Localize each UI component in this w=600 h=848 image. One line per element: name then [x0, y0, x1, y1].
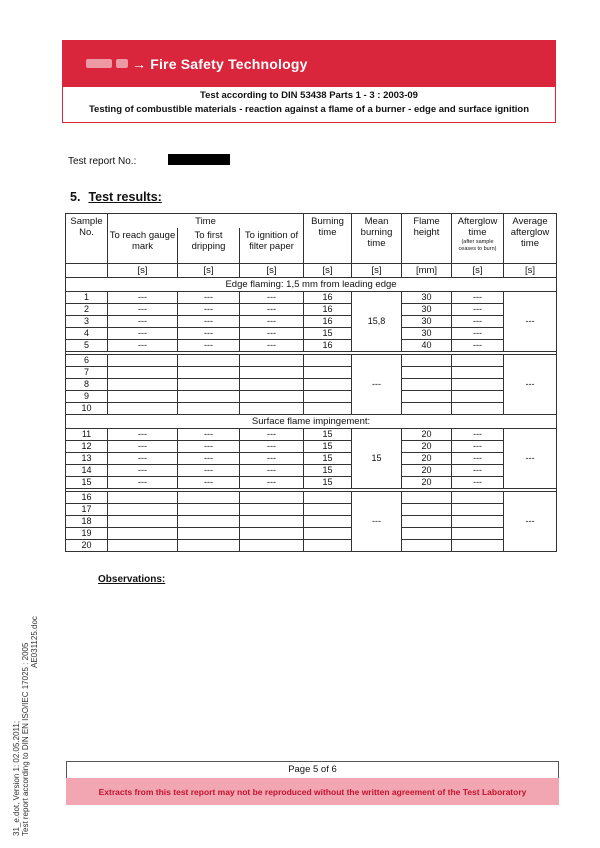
empty-cell [452, 504, 504, 516]
afterglow-cell: --- [452, 292, 504, 304]
time-ignition-cell: --- [240, 340, 304, 352]
avg-afterglow-cell: --- [504, 292, 557, 352]
table-row [66, 403, 557, 415]
empty-cell [108, 516, 178, 528]
empty-cell [452, 516, 504, 528]
burning-time-cell: 16 [304, 304, 352, 316]
empty-cell [402, 367, 452, 379]
sample-number: 4 [66, 328, 108, 340]
empty-cell [178, 528, 240, 540]
sample-number: 19 [66, 528, 108, 540]
sample-number: 3 [66, 316, 108, 328]
flame-height-cell: 20 [402, 441, 452, 453]
time-reach-cell: --- [108, 304, 178, 316]
empty-cell [304, 355, 352, 367]
afterglow-cell: --- [452, 340, 504, 352]
sample-number: 6 [66, 355, 108, 367]
header-subtitle-box [62, 87, 556, 123]
afterglow-cell: --- [452, 453, 504, 465]
flame-height-cell: 30 [402, 292, 452, 304]
time-dripping-cell: --- [178, 328, 240, 340]
time-reach-cell: --- [108, 453, 178, 465]
empty-cell [402, 379, 452, 391]
unit-sample [66, 264, 108, 278]
test-results-table [65, 213, 557, 552]
table-row [66, 379, 557, 391]
header-burning: Burning time [304, 214, 352, 264]
time-ignition-cell: --- [240, 304, 304, 316]
side-version: 31_e.dot, Version 1: 02.05.2011; [12, 720, 21, 836]
empty-cell [108, 391, 178, 403]
burning-time-cell: 15 [304, 441, 352, 453]
standard-line: Test according to DIN 53438 Parts 1 - 3 : 2003-09 [200, 90, 418, 101]
sample-number: 2 [66, 304, 108, 316]
unit-cell: [s] [452, 264, 504, 278]
sample-number: 14 [66, 465, 108, 477]
table-row [66, 340, 557, 352]
empty-cell [178, 391, 240, 403]
unit-cell: [s] [108, 264, 178, 278]
empty-cell [452, 540, 504, 552]
side-file-code: AE031125.doc [30, 616, 39, 668]
header-ignition: To ignition of filter paper [240, 228, 304, 264]
empty-cell [178, 403, 240, 415]
sample-number: 11 [66, 429, 108, 441]
header-time: Time [108, 214, 304, 228]
afterglow-cell: --- [452, 441, 504, 453]
empty-cell [304, 540, 352, 552]
sample-number: 20 [66, 540, 108, 552]
header-flame-height: Flame height [402, 214, 452, 264]
time-ignition-cell: --- [240, 477, 304, 489]
empty-cell [240, 355, 304, 367]
empty-cell [108, 355, 178, 367]
sample-number: 17 [66, 504, 108, 516]
flame-height-cell: 20 [402, 429, 452, 441]
empty-cell [452, 367, 504, 379]
edge-flaming-label: Edge flaming: 1,5 mm from leading edge [66, 278, 557, 292]
sample-number: 7 [66, 367, 108, 379]
redacted-brand [86, 59, 112, 68]
empty-cell [402, 391, 452, 403]
header-sample: Sample No. [66, 214, 108, 264]
empty-cell [304, 492, 352, 504]
header-banner [62, 40, 556, 87]
empty-cell [402, 504, 452, 516]
sample-number: 13 [66, 453, 108, 465]
time-dripping-cell: --- [178, 304, 240, 316]
time-reach-cell: --- [108, 340, 178, 352]
empty-cell [108, 367, 178, 379]
table-row [66, 304, 557, 316]
unit-cell: [s] [178, 264, 240, 278]
header-first-dripping: To first dripping [178, 228, 240, 264]
mean-burning-cell: 15,8 [352, 292, 402, 352]
unit-cell: [s] [304, 264, 352, 278]
sample-number: 16 [66, 492, 108, 504]
test-description: Testing of combustible materials - reaction against a flame of a burner - edge and surface ignition [88, 104, 530, 115]
time-reach-cell: --- [108, 328, 178, 340]
empty-cell [402, 355, 452, 367]
sample-number: 10 [66, 403, 108, 415]
time-dripping-cell: --- [178, 453, 240, 465]
time-reach-cell: --- [108, 465, 178, 477]
empty-cell [452, 391, 504, 403]
avg-afterglow-cell: --- [504, 355, 557, 415]
sample-number: 8 [66, 379, 108, 391]
table-row [66, 477, 557, 489]
empty-cell [108, 504, 178, 516]
flame-height-cell: 30 [402, 304, 452, 316]
sample-number: 15 [66, 477, 108, 489]
burning-time-cell: 15 [304, 477, 352, 489]
flame-height-cell: 30 [402, 328, 452, 340]
afterglow-cell: --- [452, 477, 504, 489]
time-dripping-cell: --- [178, 465, 240, 477]
empty-cell [178, 504, 240, 516]
time-dripping-cell: --- [178, 316, 240, 328]
table-row [66, 316, 557, 328]
mean-burning-cell: --- [352, 492, 402, 552]
empty-cell [240, 504, 304, 516]
empty-cell [108, 403, 178, 415]
afterglow-cell: --- [452, 328, 504, 340]
table-row [66, 528, 557, 540]
time-reach-cell: --- [108, 429, 178, 441]
section-title: Test results: [88, 190, 162, 204]
empty-cell [304, 367, 352, 379]
time-ignition-cell: --- [240, 316, 304, 328]
time-ignition-cell: --- [240, 465, 304, 477]
empty-cell [178, 379, 240, 391]
table-row [66, 540, 557, 552]
flame-height-cell: 40 [402, 340, 452, 352]
burning-time-cell: 15 [304, 328, 352, 340]
header-to-reach: To reach gauge mark [108, 228, 178, 264]
time-ignition-cell: --- [240, 441, 304, 453]
time-reach-cell: --- [108, 316, 178, 328]
section-heading [70, 190, 162, 204]
empty-cell [178, 355, 240, 367]
empty-cell [108, 379, 178, 391]
observations-label: Observations: [98, 574, 166, 585]
afterglow-cell: --- [452, 316, 504, 328]
avg-afterglow-cell: --- [504, 429, 557, 489]
page-number: Page 5 of 6 [66, 761, 559, 778]
time-ignition-cell: --- [240, 292, 304, 304]
time-dripping-cell: --- [178, 429, 240, 441]
empty-cell [240, 379, 304, 391]
brand-arrow: → [132, 55, 147, 72]
empty-cell [240, 391, 304, 403]
time-dripping-cell: --- [178, 441, 240, 453]
empty-cell [402, 528, 452, 540]
sample-number: 12 [66, 441, 108, 453]
flame-height-cell: 20 [402, 477, 452, 489]
table-row [66, 492, 557, 504]
empty-cell [178, 540, 240, 552]
time-reach-cell: --- [108, 441, 178, 453]
empty-cell [304, 516, 352, 528]
table-row [66, 292, 557, 304]
sample-number: 1 [66, 292, 108, 304]
table-row [66, 504, 557, 516]
empty-cell [178, 492, 240, 504]
time-ignition-cell: --- [240, 429, 304, 441]
empty-cell [402, 492, 452, 504]
empty-cell [178, 516, 240, 528]
empty-cell [304, 391, 352, 403]
burning-time-cell: 16 [304, 316, 352, 328]
table-row [66, 429, 557, 441]
footer-notice: Extracts from this test report may not be reproduced without the written agreement of the Test Laboratory [98, 786, 527, 797]
header-afterglow-note: (after sample ceases to burn) [458, 239, 497, 252]
burning-time-cell: 16 [304, 292, 352, 304]
section-number: 5. [70, 190, 81, 204]
empty-cell [402, 403, 452, 415]
empty-cell [240, 367, 304, 379]
avg-afterglow-cell: --- [504, 492, 557, 552]
empty-cell [452, 355, 504, 367]
afterglow-cell: --- [452, 465, 504, 477]
time-reach-cell: --- [108, 292, 178, 304]
time-dripping-cell: --- [178, 340, 240, 352]
footer-banner [66, 778, 559, 805]
empty-cell [304, 528, 352, 540]
flame-height-cell: 20 [402, 465, 452, 477]
burning-time-cell: 15 [304, 465, 352, 477]
header-afterglow-label: Afterglow time [457, 216, 498, 238]
mean-burning-cell: 15 [352, 429, 402, 489]
burning-time-cell: 15 [304, 429, 352, 441]
empty-cell [452, 528, 504, 540]
table-row [66, 441, 557, 453]
header-afterglow [452, 214, 504, 264]
mean-burning-cell: --- [352, 355, 402, 415]
table-row [66, 465, 557, 477]
header-avg-afterglow: Average afterglow time [504, 214, 557, 264]
empty-cell [240, 516, 304, 528]
brand-title: Fire Safety Technology [150, 55, 308, 72]
empty-cell [240, 540, 304, 552]
time-dripping-cell: --- [178, 292, 240, 304]
unit-cell: [s] [504, 264, 557, 278]
flame-height-cell: 30 [402, 316, 452, 328]
empty-cell [240, 528, 304, 540]
empty-cell [178, 367, 240, 379]
table-row [66, 391, 557, 403]
unit-cell: [s] [240, 264, 304, 278]
flame-height-cell: 20 [402, 453, 452, 465]
unit-cell: [mm] [402, 264, 452, 278]
empty-cell [452, 379, 504, 391]
table-row [66, 328, 557, 340]
time-dripping-cell: --- [178, 477, 240, 489]
time-ignition-cell: --- [240, 453, 304, 465]
side-footer-text [12, 643, 30, 836]
table-row [66, 367, 557, 379]
time-ignition-cell: --- [240, 328, 304, 340]
burning-time-cell: 15 [304, 453, 352, 465]
burning-time-cell: 16 [304, 340, 352, 352]
empty-cell [452, 403, 504, 415]
empty-cell [402, 516, 452, 528]
empty-cell [402, 540, 452, 552]
afterglow-cell: --- [452, 304, 504, 316]
header-mean-burning: Mean burning time [352, 214, 402, 264]
empty-cell [240, 492, 304, 504]
empty-cell [304, 403, 352, 415]
empty-cell [304, 379, 352, 391]
table-row [66, 516, 557, 528]
time-reach-cell: --- [108, 477, 178, 489]
unit-cell: [s] [352, 264, 402, 278]
redacted-brand-2 [116, 59, 128, 68]
sample-number: 18 [66, 516, 108, 528]
empty-cell [304, 504, 352, 516]
redacted-report-number [168, 154, 230, 165]
surface-flame-label: Surface flame impingement: [66, 415, 557, 429]
side-standard: Test report according to DIN EN ISO/IEC 17025 : 2005 [21, 642, 30, 836]
table-row [66, 355, 557, 367]
empty-cell [108, 492, 178, 504]
sample-number: 5 [66, 340, 108, 352]
sample-number: 9 [66, 391, 108, 403]
afterglow-cell: --- [452, 429, 504, 441]
empty-cell [452, 492, 504, 504]
empty-cell [240, 403, 304, 415]
report-no-label: Test report No.: [68, 156, 137, 167]
empty-cell [108, 540, 178, 552]
table-row [66, 453, 557, 465]
empty-cell [108, 528, 178, 540]
